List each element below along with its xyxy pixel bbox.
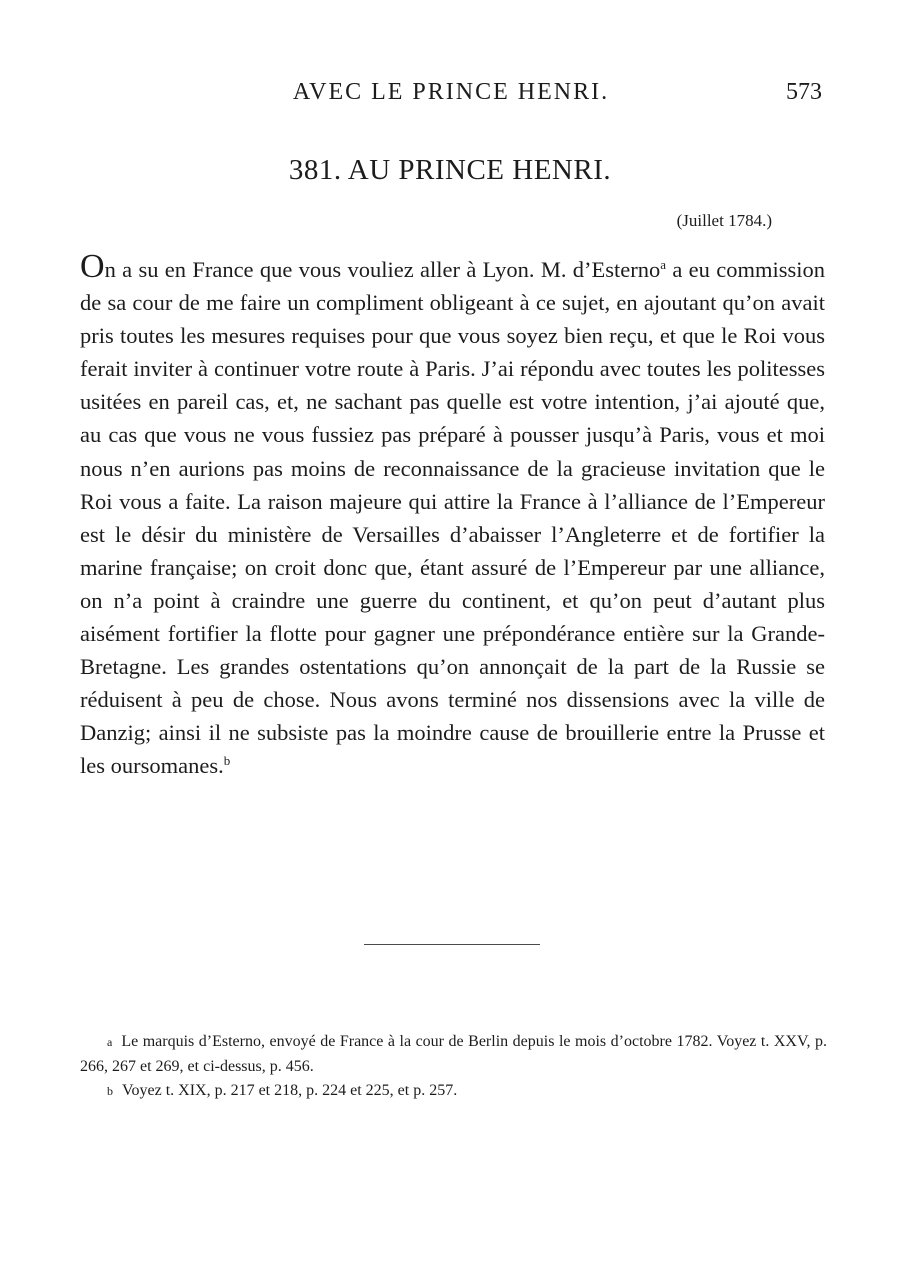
footnote-text-a: Le marquis d’Esterno, envoyé de France à la cour de Berlin depuis le mois d’octobre 1782. Voyez t. XXV, p. 266, 267 et 269, et ci-dessus, p. 456. bbox=[80, 1033, 827, 1075]
footnote-mark-a: a bbox=[107, 1035, 113, 1049]
letter-date: (Juillet 1784.) bbox=[676, 211, 772, 230]
letter-title: 381. AU PRINCE HENRI. bbox=[288, 154, 612, 186]
running-head bbox=[80, 76, 822, 108]
footnote-a bbox=[80, 1030, 827, 1079]
footnote-b bbox=[80, 1079, 827, 1104]
footnote-separator bbox=[364, 944, 540, 945]
footnotes bbox=[80, 1030, 827, 1104]
footnote-text-b: Voyez t. XIX, p. 217 et 218, p. 224 et 225, et p. 257. bbox=[122, 1082, 458, 1099]
body-text-part-1: n a su en France que vous vouliez aller à Lyon. M. d’Esterno bbox=[104, 257, 661, 282]
letter-body bbox=[80, 248, 825, 783]
page-number: 573 bbox=[786, 79, 822, 105]
footnote-ref-a[interactable]: a bbox=[660, 257, 667, 272]
drop-initial: O bbox=[80, 248, 105, 285]
footnote-ref-b[interactable]: b bbox=[223, 753, 231, 769]
running-title: AVEC LE PRINCE HENRI. bbox=[292, 79, 610, 105]
footnote-mark-b: b bbox=[107, 1084, 113, 1098]
body-text-part-2: a eu commission de sa cour de me faire un compliment obligeant à ce sujet, en ajoutant qu’on avait pris toutes les mesures requises pour que vous soyez bien reçu, et que le Roi vous ferait inviter à continuer votre route à Paris. J’ai répondu avec toutes les politesses usitées en pareil cas, et, ne sachant pas quelle est votre intention, j’ai ajouté que, au cas que vous ne vous fussiez pas préparé à pousser jusqu’à Paris, vous et moi nous n’en aurions pas moins de reconnaissance de la gracieuse invitation que le Roi vous a faite. La raison majeure qui attire la France à l’alliance de l’Empereur est le désir du ministère de Versailles d’abaisser l’Angleterre et de fortifier la marine française; on croit donc que, étant assuré de l’Empereur par une alliance, on n’a point à craindre une guerre du continent, et qu’on peut d’autant plus aisément fortifier la flotte pour gagner une prépondérance entière sur la Grande-Bretagne. Les grandes ostentations qu’on annonçait de la part de la Russie se réduisent à peu de chose. Nous avons terminé nos dissensions avec la ville de Danzig; ainsi il ne subsiste pas la moindre cause de brouillerie entre la Prusse et les oursomanes. bbox=[80, 257, 825, 779]
